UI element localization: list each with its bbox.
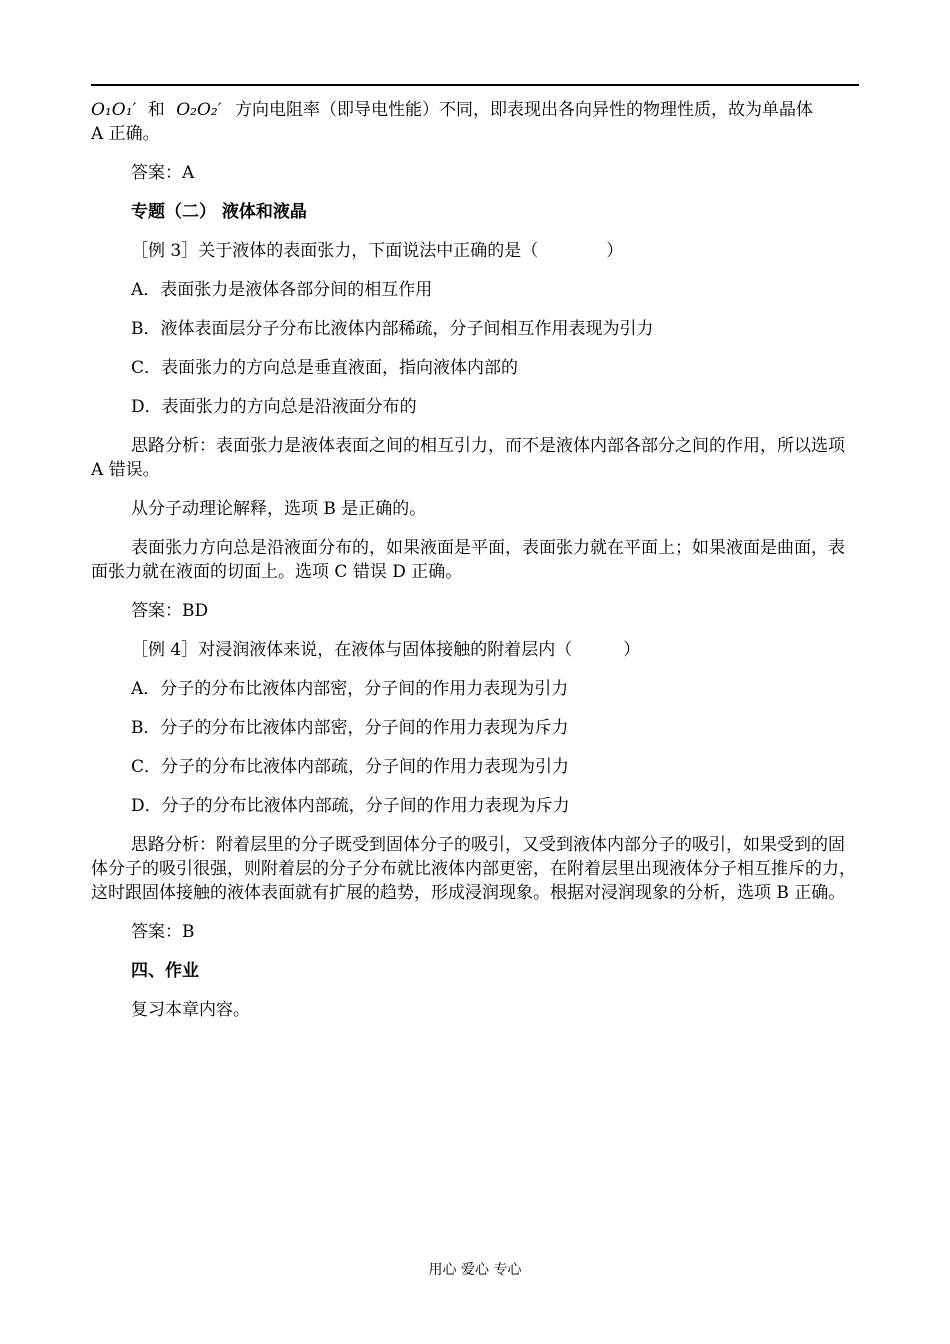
page-footer: 用心 爱心 专心 — [428, 1262, 522, 1278]
and-text: 和 — [147, 100, 165, 120]
example3-option-a: A．表面张力是液体各部分间的相互作用 — [131, 280, 433, 300]
example4-question: ［例 4］对浸润液体来说，在液体与固体接触的附着层内（ ） — [131, 640, 641, 660]
example3-option-d: D．表面张力的方向总是沿液面分布的 — [131, 397, 417, 417]
example3-analysis-3: 表面张力方向总是沿液面分布的，如果液面是平面，表面张力就在平面上；如果液面是曲面，表面张力就在液面的切面上。选项 C 错误 D 正确。 — [91, 538, 845, 582]
page-content — [91, 98, 861, 1022]
example3-option-c: C．表面张力的方向总是垂直液面，指向液体内部的 — [131, 358, 519, 378]
example3-option-b: B．液体表面层分子分布比液体内部稀疏，分子间相互作用表现为引力 — [131, 319, 654, 339]
example4-option-a: A．分子的分布比液体内部密，分子间的作用力表现为引力 — [131, 679, 569, 699]
example4-answer: 答案：B — [131, 922, 195, 942]
example3-question: ［例 3］关于液体的表面张力，下面说法中正确的是（ ） — [131, 241, 624, 261]
first-line-cont: A 正确。 — [91, 124, 160, 144]
math-o2o2: O₂O₂′ — [176, 100, 222, 120]
homework-text: 复习本章内容。 — [131, 1000, 250, 1020]
example4-option-b: B．分子的分布比液体内部密，分子间的作用力表现为斥力 — [131, 718, 569, 738]
example3-answer: 答案：BD — [131, 601, 209, 621]
example3-analysis-2: 从分子动理论解释，选项 B 是正确的。 — [131, 499, 427, 519]
example4-option-d: D．分子的分布比液体内部疏，分子间的作用力表现为斥力 — [131, 796, 570, 816]
answer-1: 答案：A — [131, 163, 195, 183]
math-o1o1: O₁O₁′ — [91, 100, 137, 120]
example4-option-c: C．分子的分布比液体内部疏，分子间的作用力表现为引力 — [131, 757, 570, 777]
section-heading-liquid: 专题（二） 液体和液晶 — [131, 202, 307, 222]
section-heading-homework: 四、作业 — [131, 961, 199, 981]
header-rule — [91, 84, 859, 86]
example3-analysis-1: 思路分析：表面张力是液体表面之间的相互引力，而不是液体内部各部分之间的作用，所以选项 A 错误。 — [91, 436, 845, 480]
first-line — [91, 98, 861, 122]
example4-analysis: 思路分析：附着层里的分子既受到固体分子的吸引，又受到液体内部分子的吸引，如果受到的固体分子的吸引很强，则附着层的分子分布就比液体内部更密，在附着层里出现液体分子相互推斥的力，这时跟固体接触的液体表面就有扩展的趋势，形成浸润现象。根据对浸润现象的分析，选项 B 正确。 — [91, 835, 856, 903]
first-line-rest: 方向电阻率（即导电性能）不同，即表现出各向异性的物理性质，故为单晶体 — [234, 100, 813, 120]
